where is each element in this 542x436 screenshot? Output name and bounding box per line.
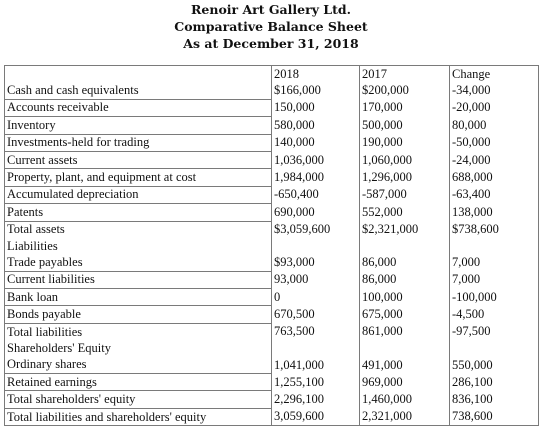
value-2018 (272, 340, 360, 356)
value-change: 80,000 (450, 117, 539, 134)
statement-title: Comparative Balance Sheet (174, 19, 368, 34)
table-row (5, 169, 539, 186)
row-label: Patents (5, 204, 272, 221)
table-row (5, 323, 539, 340)
row-label: Cash and cash equivalents (5, 82, 272, 99)
value-2017: 190,000 (360, 134, 450, 151)
value-2018: 140,000 (272, 134, 360, 151)
header-change: Change (450, 66, 539, 83)
row-label: Accumulated depreciation (5, 186, 272, 203)
table-row (5, 374, 539, 391)
value-change: 550,000 (450, 357, 539, 374)
table-row (5, 306, 539, 323)
value-2017: $200,000 (360, 82, 450, 99)
value-change: 836,100 (450, 391, 539, 408)
row-label: Bank loan (5, 289, 272, 306)
value-2018: 763,500 (272, 323, 360, 340)
value-2018: 0 (272, 289, 360, 306)
value-change (450, 340, 539, 356)
value-change: 138,000 (450, 204, 539, 221)
value-change: 286,100 (450, 374, 539, 391)
row-label: Shareholders' Equity (5, 340, 272, 356)
value-2018: $93,000 (272, 254, 360, 271)
value-2017: $2,321,000 (360, 221, 450, 238)
table-row (5, 82, 539, 99)
value-2018: 1,255,100 (272, 374, 360, 391)
value-2018: 690,000 (272, 204, 360, 221)
table-row (5, 99, 539, 116)
table-row (5, 117, 539, 134)
table-row (5, 151, 539, 168)
value-change: -100,000 (450, 289, 539, 306)
row-label: Bonds payable (5, 306, 272, 323)
value-change: -97,500 (450, 323, 539, 340)
value-2017: 969,000 (360, 374, 450, 391)
row-label: Liabilities (5, 238, 272, 254)
table-row (5, 221, 539, 238)
table-row (5, 340, 539, 356)
value-2017 (360, 340, 450, 356)
value-2017: 491,000 (360, 357, 450, 374)
row-label: Investments-held for trading (5, 134, 272, 151)
value-2017: 500,000 (360, 117, 450, 134)
value-change: -50,000 (450, 134, 539, 151)
value-2017: -587,000 (360, 186, 450, 203)
value-2018: $3,059,600 (272, 221, 360, 238)
header-label-cell (5, 66, 272, 83)
row-label: Current assets (5, 151, 272, 168)
statement-date: As at December 31, 2018 (183, 36, 359, 51)
table-row (5, 408, 539, 425)
value-2017: 170,000 (360, 99, 450, 116)
value-2018 (272, 238, 360, 254)
table-row (5, 289, 539, 306)
header-2018: 2018 (272, 66, 360, 83)
value-change: 7,000 (450, 254, 539, 271)
table-row (5, 357, 539, 374)
value-change: $738,600 (450, 221, 539, 238)
value-2017: 552,000 (360, 204, 450, 221)
table-row (5, 254, 539, 271)
value-2018: -650,400 (272, 186, 360, 203)
row-label: Total liabilities and shareholders' equity (5, 408, 272, 425)
value-2017: 1,060,000 (360, 151, 450, 168)
value-2017: 86,000 (360, 271, 450, 288)
header-2017: 2017 (360, 66, 450, 83)
value-2018: 1,984,000 (272, 169, 360, 186)
value-2017 (360, 238, 450, 254)
value-change: -4,500 (450, 306, 539, 323)
table-row (5, 391, 539, 408)
row-label: Accounts receivable (5, 99, 272, 116)
table-row (5, 134, 539, 151)
value-change: -20,000 (450, 99, 539, 116)
balance-sheet-body (5, 66, 539, 426)
table-row (5, 238, 539, 254)
value-2017: 1,460,000 (360, 391, 450, 408)
value-2018: 1,036,000 (272, 151, 360, 168)
value-2018: 2,296,100 (272, 391, 360, 408)
value-change: -24,000 (450, 151, 539, 168)
value-2018: 150,000 (272, 99, 360, 116)
row-label: Inventory (5, 117, 272, 134)
value-2018: 93,000 (272, 271, 360, 288)
value-2017: 100,000 (360, 289, 450, 306)
table-row (5, 186, 539, 203)
value-change: 688,000 (450, 169, 539, 186)
value-change: 738,600 (450, 408, 539, 425)
company-name: Renoir Art Gallery Ltd. (191, 2, 351, 17)
value-2018: 670,500 (272, 306, 360, 323)
value-change: -63,400 (450, 186, 539, 203)
value-2017: 1,296,000 (360, 169, 450, 186)
header-row (5, 66, 539, 83)
row-label: Trade payables (5, 254, 272, 271)
value-2018: 580,000 (272, 117, 360, 134)
value-change: 7,000 (450, 271, 539, 288)
value-change (450, 238, 539, 254)
table-row (5, 271, 539, 288)
value-2018: $166,000 (272, 82, 360, 99)
value-2018: 1,041,000 (272, 357, 360, 374)
row-label: Retained earnings (5, 374, 272, 391)
balance-sheet-table (4, 65, 539, 426)
row-label: Total assets (5, 221, 272, 238)
table-row (5, 204, 539, 221)
value-2017: 86,000 (360, 254, 450, 271)
row-label: Total shareholders' equity (5, 391, 272, 408)
row-label: Total liabilities (5, 323, 272, 340)
value-2017: 2,321,000 (360, 408, 450, 425)
value-change: -34,000 (450, 82, 539, 99)
value-2017: 861,000 (360, 323, 450, 340)
row-label: Property, plant, and equipment at cost (5, 169, 272, 186)
row-label: Current liabilities (5, 271, 272, 288)
value-2017: 675,000 (360, 306, 450, 323)
value-2018: 3,059,600 (272, 408, 360, 425)
row-label: Ordinary shares (5, 357, 272, 374)
